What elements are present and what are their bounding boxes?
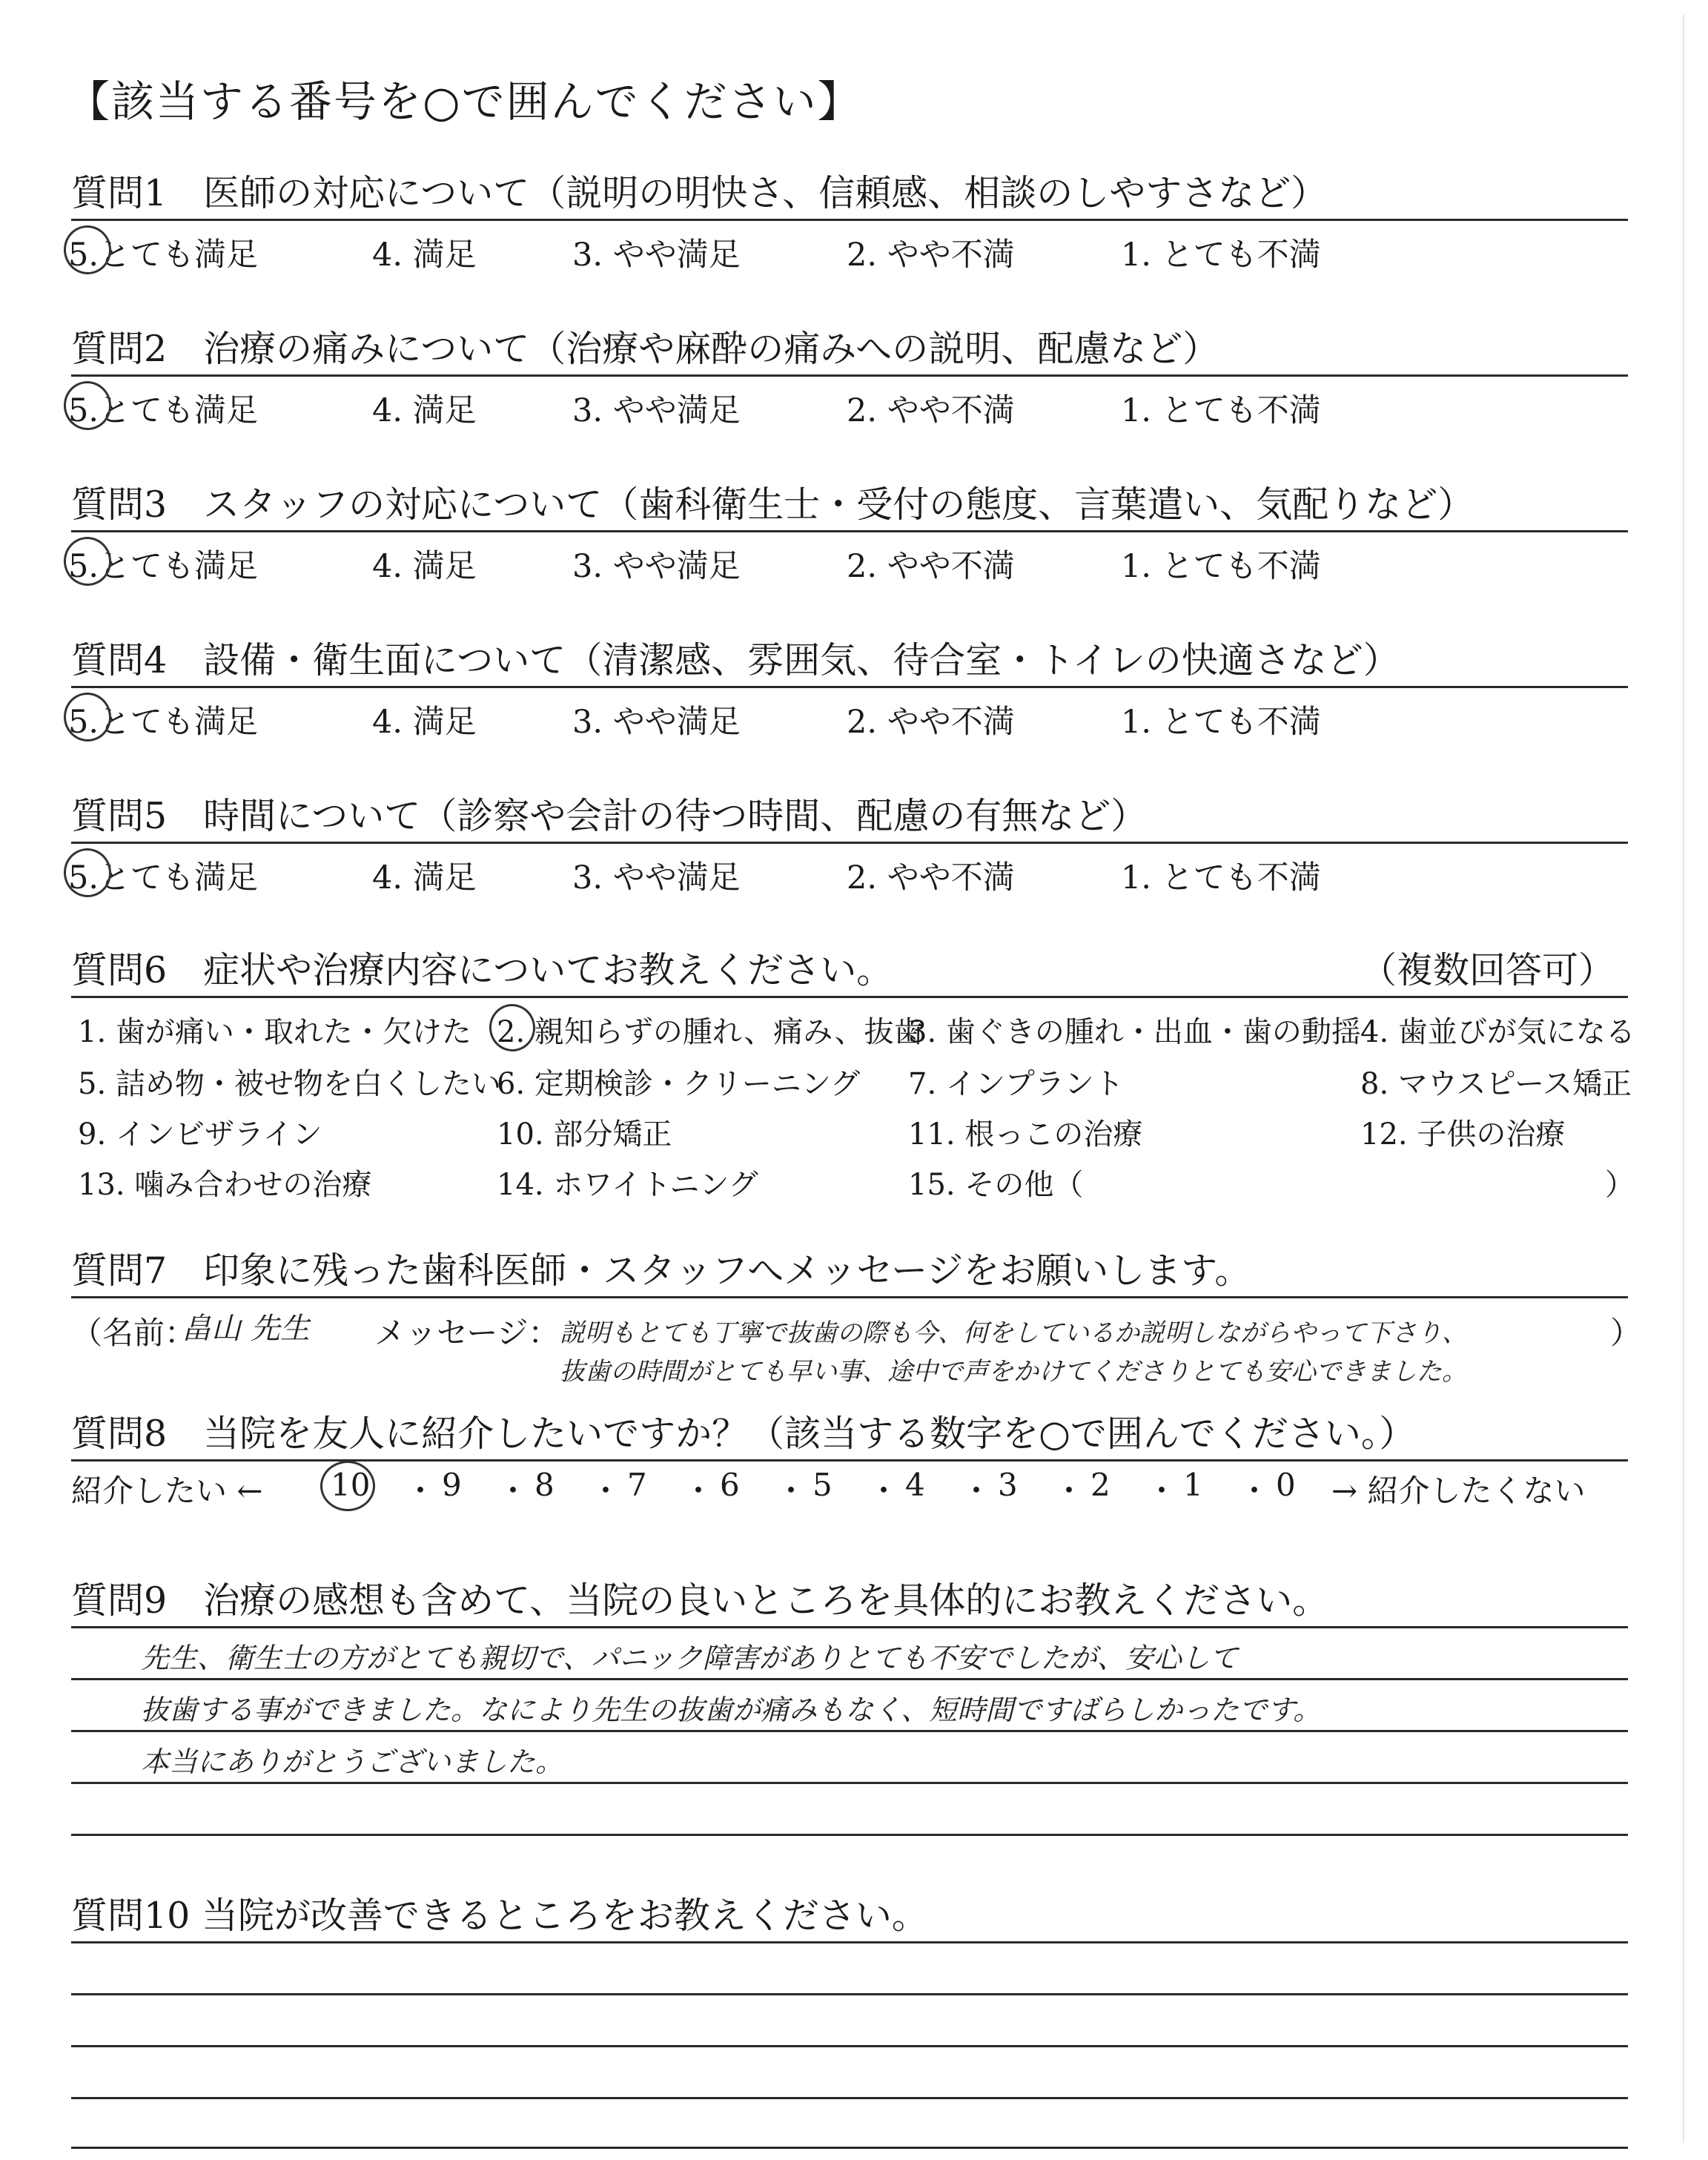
option-2[interactable]: 2. やや不満	[847, 859, 1015, 896]
scale-separator: ・	[775, 1473, 807, 1509]
writing-line	[71, 1834, 1628, 1836]
question-4-title: 質問4 設備・衛生面について（清潔感、雰囲気、待合室・トイレの快適さなど）	[71, 639, 1400, 681]
writing-line	[71, 2147, 1628, 2149]
divider	[71, 530, 1628, 532]
option-2[interactable]: 2. やや不満	[847, 237, 1015, 274]
symptom-option[interactable]: 6. 定期検診・クリーニング	[497, 1067, 861, 1101]
divider	[71, 1296, 1628, 1298]
symptom-option-other[interactable]: 15. その他（	[908, 1168, 1084, 1202]
question-5-options	[68, 853, 1551, 897]
answer-line[interactable]: 本当にありがとうございました。	[141, 1745, 564, 1778]
option-4[interactable]: 4. 満足	[372, 704, 477, 741]
question-2-title: 質問2 治療の痛みについて（治療や麻酔の痛みへの説明、配慮など）	[71, 328, 1219, 370]
symptom-option[interactable]: 2. 親知らずの腫れ、痛み、抜歯	[497, 1008, 924, 1051]
question-3-title: 質問3 スタッフの対応について（歯科衛生士・受付の態度、言葉遣い、気配りなど）	[71, 483, 1474, 526]
scale-option-10[interactable]: 10	[331, 1467, 371, 1503]
option-5[interactable]: 5.とても満足	[68, 386, 258, 431]
symptom-option[interactable]: 10. 部分矯正	[497, 1117, 672, 1152]
option-5[interactable]: 5.とても満足	[68, 541, 258, 587]
option-4[interactable]: 4. 満足	[372, 548, 477, 585]
option-3[interactable]: 3. やや満足	[572, 859, 741, 896]
message-field-line[interactable]: 説明もとても丁寧で抜歯の際も今、何をしているか説明しながらやって下さり、	[560, 1318, 1467, 1348]
symptom-option[interactable]: 3. 歯ぐきの腫れ・出血・歯の動揺	[908, 1015, 1361, 1049]
writing-line	[71, 2045, 1628, 2047]
scale-separator: ・	[961, 1473, 993, 1509]
question-1-title: 質問1 医師の対応について（説明の明快さ、信頼感、相談のしやすさなど）	[71, 172, 1328, 214]
option-4[interactable]: 4. 満足	[372, 237, 477, 274]
option-2[interactable]: 2. やや不満	[847, 548, 1015, 585]
scale-right-label: → 紹介したくない	[1331, 1473, 1586, 1509]
option-1[interactable]: 1. とても不満	[1121, 237, 1321, 274]
recommend-scale	[71, 1467, 1635, 1511]
writing-line	[71, 1730, 1628, 1732]
option-1[interactable]: 1. とても不満	[1121, 859, 1321, 896]
symptom-option[interactable]: 8. マウスピース矯正	[1360, 1067, 1632, 1101]
scale-separator: ・	[497, 1473, 529, 1509]
scale-option-1[interactable]: 1	[1183, 1467, 1203, 1503]
divider	[71, 1941, 1628, 1943]
option-1[interactable]: 1. とても不満	[1121, 392, 1321, 429]
message-label: メッセージ：	[374, 1315, 560, 1351]
symptom-option[interactable]: 12. 子供の治療	[1360, 1117, 1566, 1152]
scale-option-3[interactable]: 3	[998, 1467, 1018, 1503]
option-2[interactable]: 2. やや不満	[847, 392, 1015, 429]
scale-separator: ・	[590, 1473, 622, 1509]
scale-option-4[interactable]: 4	[905, 1467, 925, 1503]
divider	[71, 686, 1628, 688]
option-2[interactable]: 2. やや不満	[847, 704, 1015, 741]
scale-option-8[interactable]: 8	[534, 1467, 555, 1503]
divider	[71, 996, 1628, 998]
option-3[interactable]: 3. やや満足	[572, 237, 741, 274]
symptom-option[interactable]: 7. インプラント	[908, 1067, 1124, 1101]
symptom-options	[78, 1008, 1635, 1223]
answer-line[interactable]: 抜歯する事ができました。なにより先生の抜歯が痛みもなく、短時間ですばらしかったです。	[141, 1694, 1322, 1726]
symptom-option[interactable]: 9. インビザライン	[78, 1117, 322, 1152]
scale-separator: ・	[405, 1473, 437, 1509]
option-3[interactable]: 3. やや満足	[572, 704, 741, 741]
scale-option-9[interactable]: 9	[442, 1467, 462, 1503]
scale-left-label: 紹介したい ←	[71, 1473, 263, 1509]
multiple-answers-note: （複数回答可）	[1360, 949, 1615, 991]
writing-line	[71, 2097, 1628, 2099]
divider	[71, 1459, 1628, 1462]
question-7-title: 質問7 印象に残った歯科医師・スタッフへメッセージをお願いします。	[71, 1249, 1251, 1292]
symptom-option[interactable]: 5. 詰め物・被せ物を白くしたい	[78, 1067, 501, 1101]
option-3[interactable]: 3. やや満足	[572, 392, 741, 429]
question-10-title: 質問10 当院が改善できるところをお教えください。	[71, 1895, 928, 1937]
question-6-title: 質問6 症状や治療内容についてお教えください。	[71, 949, 893, 991]
option-4[interactable]: 4. 満足	[372, 392, 477, 429]
writing-line	[71, 1993, 1628, 1995]
name-label: （名前：	[71, 1315, 196, 1351]
scale-separator: ・	[868, 1473, 900, 1509]
page-title: 【該当する番号を○で囲んでください】	[67, 76, 862, 127]
symptom-option[interactable]: 13. 噛み合わせの治療	[78, 1168, 372, 1202]
scale-option-2[interactable]: 2	[1090, 1467, 1110, 1503]
divider	[71, 219, 1628, 221]
scale-separator: ・	[683, 1473, 715, 1509]
scale-separator: ・	[1239, 1473, 1271, 1509]
scale-option-0[interactable]: 0	[1276, 1467, 1296, 1503]
symptom-option[interactable]: 4. 歯並びが気になる	[1360, 1015, 1635, 1049]
scale-separator: ・	[1053, 1473, 1085, 1509]
question-4-options	[68, 697, 1551, 742]
divider	[71, 374, 1628, 377]
writing-line	[71, 1782, 1628, 1784]
other-close-paren: ）	[1605, 1168, 1635, 1202]
question-1-options	[68, 230, 1551, 274]
option-5[interactable]: 5.とても満足	[68, 853, 258, 898]
answer-line[interactable]: 先生、衛生士の方がとても親切で、パニック障害がありとても不安でしたが、安心して	[141, 1642, 1238, 1674]
question-9-title: 質問9 治療の感想も含めて、当院の良いところを具体的にお教えください。	[71, 1579, 1329, 1622]
scale-option-5[interactable]: 5	[812, 1467, 833, 1503]
question-8-title: 質問8 当院を友人に紹介したいですか？（該当する数字を○で囲んでください。）	[71, 1413, 1416, 1455]
symptom-option[interactable]: 14. ホワイトニング	[497, 1168, 758, 1202]
scale-option-6[interactable]: 6	[720, 1467, 740, 1503]
option-5[interactable]: 5.とても満足	[68, 230, 258, 275]
message-field-line[interactable]: 抜歯の時間がとても早い事、途中で声をかけてくださりとても安心できました。	[560, 1357, 1467, 1387]
scale-separator: ・	[1146, 1473, 1178, 1509]
option-4[interactable]: 4. 満足	[372, 859, 477, 896]
option-3[interactable]: 3. やや満足	[572, 548, 741, 585]
question-5-title: 質問5 時間について（診察や会計の待つ時間、配慮の有無など）	[71, 795, 1148, 837]
page-edge	[1683, 15, 1684, 2143]
option-1[interactable]: 1. とても不満	[1121, 704, 1321, 741]
divider	[71, 1626, 1628, 1628]
writing-line	[71, 1678, 1628, 1680]
name-field[interactable]: 畠山 先生	[182, 1312, 310, 1346]
symptom-option[interactable]: 1. 歯が痛い・取れた・欠けた	[78, 1015, 471, 1049]
question-3-options	[68, 541, 1551, 586]
symptom-option[interactable]: 11. 根っこの治療	[908, 1117, 1143, 1152]
divider	[71, 842, 1628, 844]
question-2-options	[68, 386, 1551, 430]
scale-option-7[interactable]: 7	[627, 1467, 647, 1503]
option-1[interactable]: 1. とても不満	[1121, 548, 1321, 585]
option-5[interactable]: 5.とても満足	[68, 697, 258, 742]
message-close-paren: ）	[1610, 1315, 1642, 1351]
